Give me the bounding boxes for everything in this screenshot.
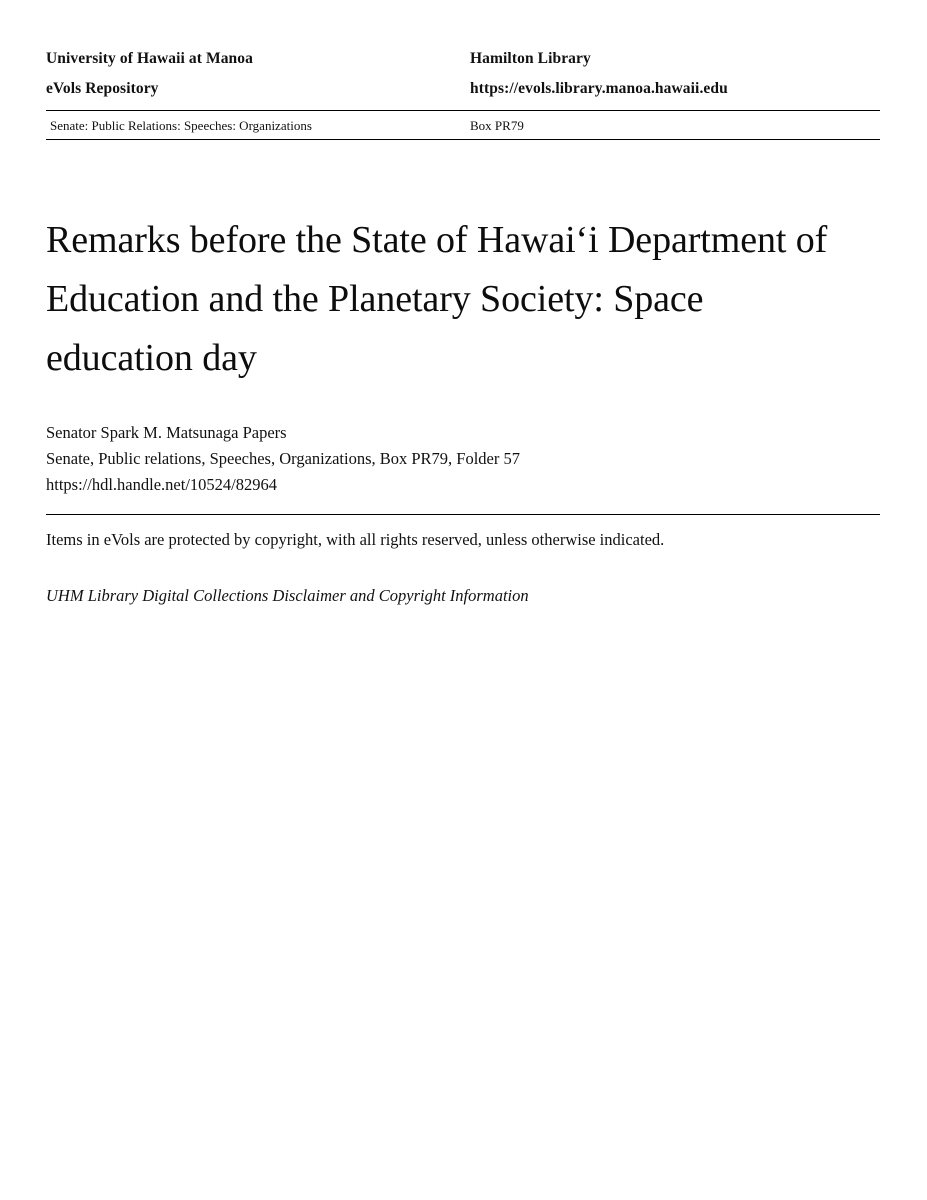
collection-title: Senator Spark M. Matsunaga Papers: [46, 423, 287, 442]
header-row-secondary: [46, 74, 880, 104]
document-header: [46, 44, 880, 104]
collection-subheader: [50, 117, 884, 135]
disclaimer-link[interactable]: UHM Library Digital Collections Disclaimer and Copyright Information: [46, 586, 529, 605]
header-row-primary: [46, 44, 880, 74]
rights-divider: [46, 514, 880, 515]
repository-name: eVols Repository: [46, 80, 159, 97]
institution-name: University of Hawaii at Manoa: [46, 50, 253, 67]
collection-path: Senate: Public Relations: Speeches: Organizations: [50, 118, 312, 133]
library-name: Hamilton Library: [470, 50, 591, 67]
header-divider-top: [46, 110, 880, 111]
rights-statement: Items in eVols are protected by copyright, with all rights reserved, unless otherwise indicated.: [46, 530, 665, 549]
page-title: Remarks before the State of Hawaiʻi Department of Education and the Planetary Society: Space education day: [46, 219, 828, 380]
citation-detail: Senate, Public relations, Speeches, Organizations, Box PR79, Folder 57: [46, 449, 521, 468]
handle-url[interactable]: https://hdl.handle.net/10524/82964: [46, 475, 277, 494]
citation-block: [46, 420, 846, 498]
box-number: Box PR79: [470, 118, 524, 133]
header-divider-bottom: [46, 139, 880, 140]
repository-url[interactable]: https://evols.library.manoa.hawaii.edu: [470, 80, 728, 97]
